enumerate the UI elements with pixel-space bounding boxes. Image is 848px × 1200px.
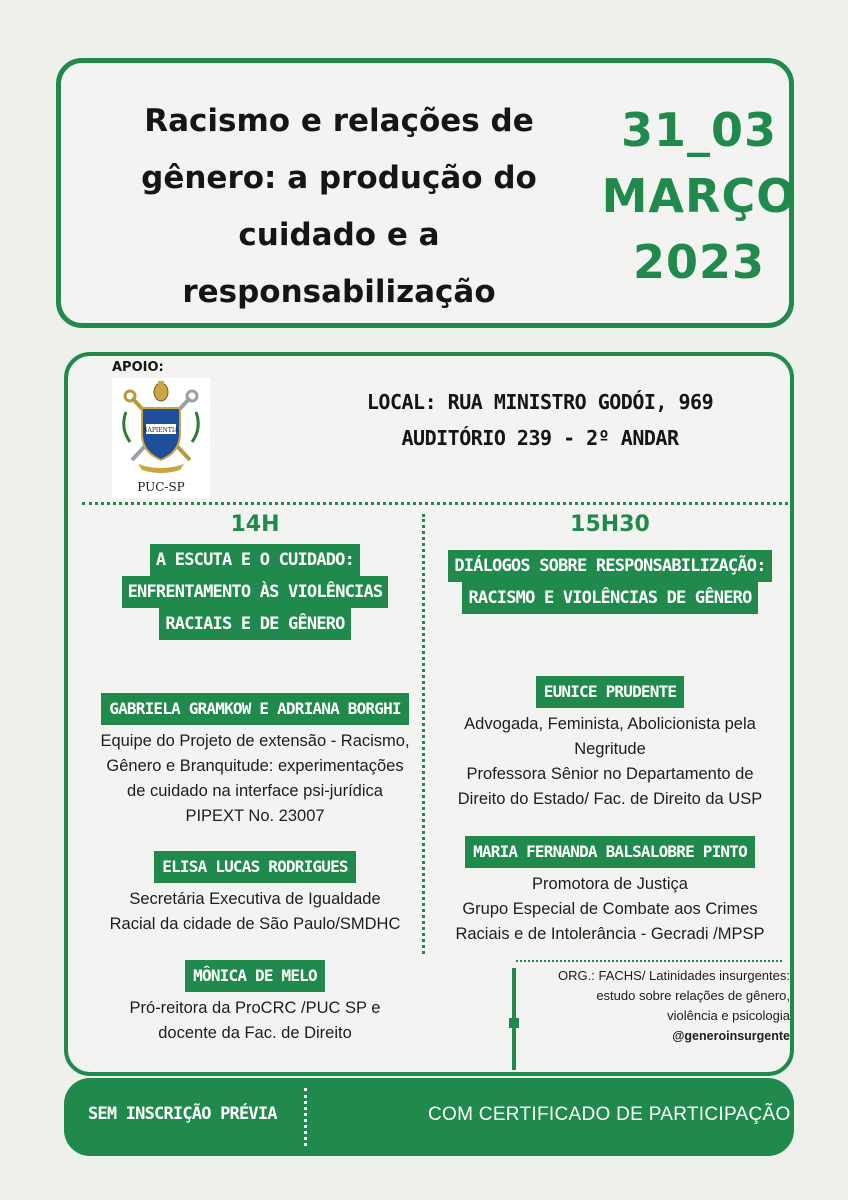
speaker-maria-fernanda-pinto	[440, 836, 780, 947]
certificate-note: COM CERTIFICADO DE PARTICIPAÇÃO	[428, 1104, 791, 1125]
venue-address: LOCAL: RUA MINISTRO GODÓI, 969	[366, 390, 714, 414]
session-2-title-line: DIÁLOGOS SOBRE RESPONSABILIZAÇÃO:	[448, 550, 771, 582]
instagram-handle: @generoinsurgente	[672, 1029, 790, 1043]
session-1-title-line: ENFRENTAMENTO ÀS VIOLÊNCIAS	[122, 576, 389, 608]
vertical-divider	[422, 514, 425, 954]
event-date	[589, 97, 809, 295]
speaker-gramkow-borghi	[90, 693, 420, 829]
date-year: 2023	[632, 235, 766, 289]
logo-caption: PUC-SP	[137, 480, 185, 494]
session-1-title-line: RACIAIS E DE GÊNERO	[159, 608, 350, 640]
speaker-name: MÔNICA DE MELO	[185, 960, 325, 992]
speaker-name: ELISA LUCAS RODRIGUES	[154, 851, 356, 883]
speaker-description: Pró-reitora da ProCRC /PUC SP e docente da Fac. de Direito	[129, 999, 381, 1042]
speaker-monica-melo	[90, 960, 420, 1046]
footer-divider	[304, 1088, 307, 1146]
svg-text:SAPIENTIA: SAPIENTIA	[143, 427, 179, 434]
speaker-description: Equipe do Projeto de extensão - Racismo, Gênero e Branquitude: experimentações de cuidado na interface psi-jurídica PIPEXT No. 23007	[100, 732, 410, 825]
crest-icon	[112, 378, 210, 478]
date-day-month: 31_03	[620, 103, 778, 157]
speaker-elisa-rodrigues	[90, 851, 420, 937]
session-1-title-line: A ESCUTA E O CUIDADO:	[150, 544, 360, 576]
venue-room: AUDITÓRIO 239 - 2º ANDAR	[401, 426, 679, 450]
organizer-marker	[509, 1018, 519, 1028]
speaker-name: GABRIELA GRAMKOW E ADRIANA BORGHI	[101, 693, 408, 725]
speaker-description: Promotora de Justiça Grupo Especial de Combate aos Crimes Raciais e de Intolerância - Gecradi /MPSP	[455, 875, 765, 943]
horizontal-divider	[82, 502, 788, 505]
venue-info	[330, 384, 750, 456]
session-2-title	[440, 550, 780, 614]
organizer-text: ORG.: FACHS/ Latinidades insurgentes: estudo sobre relações de gênero, violência e psicologia @generoinsurgente	[528, 966, 790, 1046]
title-card	[56, 58, 797, 328]
speaker-description: Secretária Executiva de Igualdade Racial da cidade de São Paulo/SMDHC	[109, 890, 401, 933]
session-2-time: 15H30	[570, 512, 650, 537]
speaker-name: EUNICE PRUDENTE	[536, 676, 685, 708]
support-label: APOIO:	[112, 360, 164, 375]
date-month-name: MARÇO	[601, 169, 797, 223]
puc-sp-logo	[112, 378, 210, 498]
speaker-description: Advogada, Feminista, Abolicionista pela Negritude Professora Sênior no Departamento de Direito do Estado/ Fac. de Direito da USP	[457, 715, 763, 808]
organizer-dotted-line	[516, 960, 782, 962]
session-2-title-line: RACISMO E VIOLÊNCIAS DE GÊNERO	[462, 582, 757, 614]
session-1-title	[96, 544, 414, 640]
organizer-block	[512, 960, 792, 1070]
speaker-name: MARIA FERNANDA BALSALOBRE PINTO	[465, 836, 755, 868]
footer-bar	[64, 1078, 794, 1156]
speaker-eunice-prudente	[440, 676, 780, 812]
event-title: Racismo e relações de gênero: a produção do cuidado e a responsabilização	[141, 103, 537, 310]
session-1-time: 14H	[230, 512, 280, 537]
no-registration-note: SEM INSCRIÇÃO PRÉVIA	[88, 1104, 277, 1124]
